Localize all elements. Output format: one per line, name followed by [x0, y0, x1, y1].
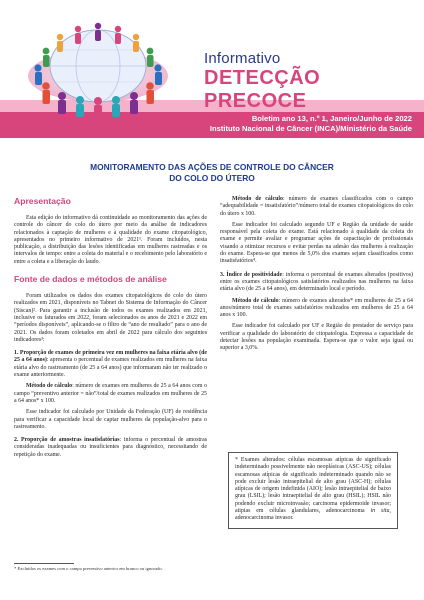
altered-exams-note-italic: in situ [370, 508, 390, 515]
indicator-2-text: : informa o percentual de amostras consideradas inadequadas ou insuficientes para diagnóstico, necessitando de repetição do exame. [14, 437, 208, 458]
section-heading-presentation: Apresentação [14, 196, 71, 206]
bulletin-subtitle: Informativo [204, 50, 281, 67]
indicator-2-method-label: Método de cálculo [232, 196, 283, 202]
indicator-3-paragraph [220, 272, 413, 294]
article-title [0, 162, 424, 184]
indicator-1-calc-paragraph: Esse indicador foi calculado por Unidade da Federação (UF) de residência para verificar a capacidade local de captar mulheres da população-alvo para o rastreamento. [14, 409, 207, 430]
altered-exams-note-box [228, 452, 398, 529]
people-circle-logo [18, 6, 178, 118]
article-title-line-1: MONITORAMENTO DAS AÇÕES DE CONTROLE DO CÂNCER [90, 162, 334, 172]
edition-number: Boletim ano 13, n.º 1, Janeiro/Junho de 2022 [251, 114, 412, 123]
indicator-3-method-label: Método de cálculo [232, 297, 279, 304]
indicator-2-method-text: : número de exames classificados com o campo “adequabilidade = insatisfatório”/número total de exames citopatológicos do colo do útero x 100. [220, 196, 413, 217]
indicator-1-method-label: Método de cálculo [26, 383, 73, 390]
edition-info [210, 114, 412, 134]
indicator-3-title: 3. Índice de positividade [220, 271, 283, 278]
indicator-2-paragraph [14, 437, 207, 459]
presentation-paragraph: Esta edição do informativo dá continuidade ao monitoramento das ações de controle do câncer do colo do útero por meio da análise de indicadores relacionados à captação de mulheres e à qualidade do exame citopatológico, apresentados no primeiro informativo de 2021¹. Foram incluídos, nesta publicação, a distribuição das lesões identificadas em mulheres rastreadas e os intervalos de tempo: entre a coleta do material e o recebimento pelo laboratório e entre a coleta e a liberação do laudo. [14, 215, 207, 265]
indicator-1-paragraph [14, 350, 207, 379]
indicator-1-method [14, 383, 207, 405]
indicator-2-calc-paragraph: Esse indicador foi calculado segundo UF e Região da unidade de saúde responsável pela coleta do exame. Está relacionado à qualidade da coleta do exame e permite avaliar e programar ações de capacitação de profissionais visando a otimizar recursos e evitar perdas na adesão das mulheres à realização do exame. Espera-se que menos de 5,0% dos exames sejam classificados como insatisfatórios⁴. [220, 221, 413, 265]
footnote-rule [14, 563, 74, 564]
right-column [220, 196, 413, 353]
section-heading-methods: Fonte de dados e métodos de análise [14, 274, 167, 285]
methods-paragraph: Foram utilizados os dados dos exames citopatológicos do colo do útero realizados em 2021, disponíveis no Tabnet do Sistema de Informação do Câncer (Siscan)². Para garantir a inclusão de todos os exames realizados em 2021, inclusive os faturados em 2022, foram selecionados os anos de 2021 e 2022 em “períodos disponíveis”, aplicando-se o filtro de “ano de resultado” para o ano de 2021. Os dados foram coletados em abril de 2022 para cálculo dos seguintes indicadores³: [14, 293, 207, 343]
indicator-3-method-text: : número de exames alterados* em mulheres de 25 a 64 anos/número total de exames satisfatórios realizados em mulheres de 25 a 64 anos x 100. [220, 297, 413, 319]
indicator-3-text: : informa o percentual de exames alterados (positivos) entre os exames citopatológicos satisfatórios realizados nas mulheres na faixa etária alvo (de 25 a 64 anos), em determinado local e período. [220, 271, 413, 293]
institution-name: Instituto Nacional de Câncer (INCA)/Ministério da Saúde [209, 124, 412, 133]
indicator-2-title: 2. Proporção de amostras insatisfatórias [14, 437, 120, 444]
altered-exams-note-end: , adenocarcinoma invasor. [235, 508, 391, 522]
bulletin-header [0, 0, 424, 138]
footnote: * Excluídos os exames com o campo preventivo anterior em branco ou ignorado. [14, 566, 163, 571]
indicator-3-method [220, 298, 413, 320]
indicator-1-text: : apresenta o percentual de exames realizados em mulheres na faixa etária alvo do rastreamento (de 25 a 64 anos) que informaram não ter realizado o exame anteriormente. [14, 357, 207, 379]
indicator-2-method [220, 196, 413, 218]
article-title-line-2: DO COLO DO ÚTERO [169, 173, 255, 183]
bulletin-title: DETECÇÃO PRECOCE [204, 67, 321, 112]
left-column [14, 196, 207, 459]
indicator-1-title: 1. Proporção de exames de primeira vez em mulheres na faixa etária alvo (de 25 a 64 anos) [14, 350, 207, 364]
indicator-1-method-text: : número de exames em mulheres de 25 a 64 anos com o campo “preventivo anterior = não”/total de exames realizados em mulheres de 25 a 64 anos* x 100. [14, 383, 208, 404]
indicator-3-calc-paragraph: Esse indicador foi calculado por UF e Região do prestador de serviço para verificar a qualidade do laboratório de citopatologia. Expressa a capacidade de detectar lesões na população examinada. Espera-se que o valor seja igual ou superior a 3,0%. [220, 323, 413, 352]
altered-exams-note-text: * Exames alterados: células escamosas atípicas de significado indeterminado possivelmente não neoplásicas (ASC-US); células escamosas atípicas de significado indeterminado quando não se pode excluir lesão intraepitelial de alto grau (ASC-H); células atípicas de origem indefinida (AIO); lesão intraepitelial de baixo grau (LSIL); lesão intraepitelial de alto grau (HSIL); HSIL não podendo excluir microinvasão; carcinoma epidermoide invasor; atipias em células glandulares, adenocarcinoma [235, 457, 391, 515]
